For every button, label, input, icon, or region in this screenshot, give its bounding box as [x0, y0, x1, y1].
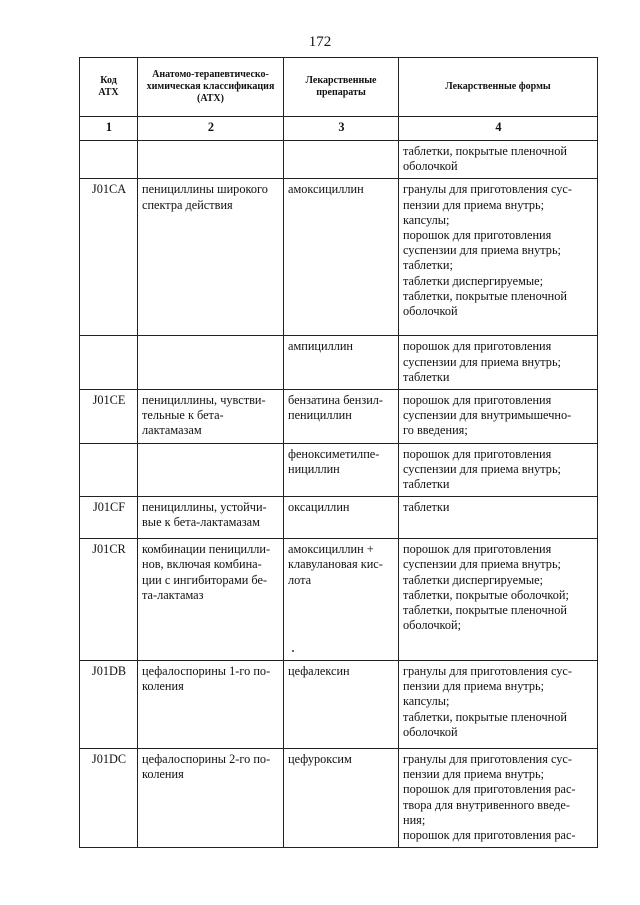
- header-classification: [138, 58, 284, 117]
- text-line: гранулы для приготовления сус-: [403, 664, 572, 679]
- text-line: лота: [288, 572, 312, 587]
- table-row: [80, 336, 598, 390]
- text-line: гранулы для приготовления сус-: [403, 752, 572, 767]
- text-line: феноксиметилпе-: [288, 446, 380, 461]
- classification-cell: [138, 661, 284, 749]
- drug-cell: [284, 749, 399, 848]
- text-line: таблетки, покрытые пленочной: [403, 144, 567, 158]
- text-line: тельные к бета-: [142, 408, 224, 423]
- text-line: пензии для приема внутрь;: [403, 197, 545, 212]
- classification-cell: [138, 539, 284, 661]
- text-line: твора для внутривенного введе-: [403, 797, 570, 812]
- text-line: бензатина бензил-: [288, 393, 384, 408]
- text-line: амоксициллин +: [288, 542, 374, 557]
- table-row: [80, 749, 598, 848]
- text-line: коления: [142, 679, 184, 694]
- text-line: суспензии для внутримышечно-: [403, 408, 572, 423]
- text-line: таблетки: [403, 477, 450, 492]
- text-line: АТХ: [98, 87, 119, 98]
- header-forms: [399, 58, 598, 117]
- classification-cell: [138, 141, 284, 179]
- text-line: гранулы для приготовления сус-: [403, 182, 572, 197]
- text-line: таблетки: [403, 369, 450, 384]
- text-line: оболочкой: [403, 304, 458, 319]
- table-row: [80, 141, 598, 179]
- forms-cell: [399, 539, 598, 661]
- atx-code: J01CF: [80, 497, 138, 539]
- text-line: цефалоспорины 1-го по-: [142, 664, 271, 679]
- text-line: (АТХ): [197, 93, 224, 104]
- table-row: [80, 443, 598, 497]
- column-number-row: [80, 117, 598, 141]
- text-line: порошок для приготовления рас-: [403, 782, 576, 797]
- text-line: препараты: [316, 87, 366, 98]
- column-number: 4: [399, 117, 598, 141]
- text-line: таблетки, покрытые пленочной: [403, 288, 567, 303]
- classification-cell: [138, 443, 284, 497]
- text-line: Лекарственные: [305, 75, 377, 86]
- column-number: 1: [80, 117, 138, 141]
- drug-cell: [284, 336, 399, 390]
- drug-cell: [284, 539, 399, 661]
- text-line: порошок для приготовления: [403, 393, 552, 408]
- forms-cell: [399, 443, 598, 497]
- text-line: таблетки диспергируемые;: [403, 572, 543, 587]
- text-line: порошок для приготовления: [403, 542, 552, 557]
- drug-lines: [288, 542, 395, 588]
- text-line: оксациллин: [288, 500, 350, 515]
- text-line: го введения;: [403, 423, 468, 438]
- text-line: капсулы;: [403, 694, 450, 709]
- text-line: порошок для приготовления рас-: [403, 828, 576, 843]
- table-row: [80, 539, 598, 661]
- text-line: пенициллины широкого: [142, 182, 268, 197]
- text-line: комбинации пеницилли-: [142, 542, 271, 557]
- text-line: порошок для приготовления: [403, 228, 552, 243]
- text-line: оболочкой;: [403, 618, 462, 633]
- text-line: химическая классификация: [146, 81, 275, 92]
- header-drugs: [284, 58, 399, 117]
- text-line: вые к бета-лактамазам: [142, 515, 260, 530]
- column-number: 2: [138, 117, 284, 141]
- text-line: суспензии для приема внутрь;: [403, 243, 561, 258]
- text-line: нов, включая комбина-: [142, 557, 262, 572]
- classification-cell: [138, 749, 284, 848]
- atx-code: [80, 141, 138, 179]
- atx-code: J01CR: [80, 539, 138, 661]
- page-number: 172: [308, 34, 332, 50]
- drug-cell: [284, 661, 399, 749]
- text-line: таблетки;: [403, 258, 453, 273]
- atx-code: J01CA: [80, 179, 138, 336]
- text-line: цефуроксим: [288, 752, 352, 767]
- text-line: таблетки: [403, 500, 450, 515]
- text-line: ампициллин: [288, 339, 353, 354]
- table-row: [80, 179, 598, 336]
- text-line: пензии для приема внутрь;: [403, 767, 545, 782]
- table-row: [80, 390, 598, 444]
- text-line: Анатомо-терапевтическо-: [152, 69, 269, 80]
- atx-code: J01DC: [80, 749, 138, 848]
- text-line: пенициллины, чувстви-: [142, 393, 266, 408]
- forms-cell: [399, 497, 598, 539]
- forms-cell: [399, 661, 598, 749]
- text-line: клавулановая кис-: [288, 557, 383, 572]
- atx-code: [80, 336, 138, 390]
- atx-code: [80, 443, 138, 497]
- text-line: суспензии для приема внутрь;: [403, 557, 561, 572]
- text-line: Лекарственные формы: [445, 81, 551, 92]
- text-line: таблетки, покрытые пленочной: [403, 709, 567, 724]
- text-line: суспензии для приема внутрь;: [403, 354, 561, 369]
- text-line: Код: [100, 75, 117, 86]
- header-row: [80, 58, 598, 117]
- text-line: таблетки, покрытые пленочной: [403, 603, 567, 618]
- classification-cell: [138, 179, 284, 336]
- forms-cell: [399, 179, 598, 336]
- atx-table: [79, 57, 598, 848]
- atx-code: J01CE: [80, 390, 138, 444]
- classification-cell: [138, 336, 284, 390]
- text-line: оболочкой: [403, 159, 458, 174]
- text-line: цефалексин: [288, 664, 350, 679]
- table-row: [80, 497, 598, 539]
- table-row: [80, 661, 598, 749]
- text-line: таблетки, покрытые оболочкой;: [403, 587, 569, 602]
- text-line: амоксициллин: [288, 182, 364, 197]
- text-line: цефалоспорины 2-го по-: [142, 752, 271, 767]
- header-code: [80, 58, 138, 117]
- text-line: лактамазам: [142, 423, 202, 438]
- atx-code: J01DB: [80, 661, 138, 749]
- classification-cell: [138, 390, 284, 444]
- forms-cell: [399, 141, 598, 179]
- forms-cell: [399, 336, 598, 390]
- text-line: ции с ингибиторами бе-: [142, 572, 268, 587]
- classification-cell: [138, 497, 284, 539]
- drug-cell: [284, 179, 399, 336]
- drug-cell: [284, 443, 399, 497]
- text-line: нициллин: [288, 461, 340, 476]
- text-line: пенициллины, устойчи-: [142, 500, 267, 515]
- text-line: порошок для приготовления: [403, 339, 552, 354]
- column-number: 3: [284, 117, 399, 141]
- drug-cell: [284, 390, 399, 444]
- text-line: порошок для приготовления: [403, 446, 552, 461]
- text-line: таблетки диспергируемые;: [403, 273, 543, 288]
- drug-cell: [284, 141, 399, 179]
- text-line: суспензии для приема внутрь;: [403, 461, 561, 476]
- text-line: коления: [142, 767, 184, 782]
- scan-speck: [292, 650, 294, 652]
- drug-cell: [284, 497, 399, 539]
- forms-cell: [399, 749, 598, 848]
- text-line: капсулы;: [403, 212, 450, 227]
- text-line: оболочкой: [403, 724, 458, 739]
- text-line: спектра действия: [142, 197, 233, 212]
- text-line: пензии для приема внутрь;: [403, 679, 545, 694]
- text-line: ния;: [403, 812, 426, 827]
- text-line: пенициллин: [288, 408, 352, 423]
- text-line: та-лактамаз: [142, 587, 204, 602]
- forms-cell: [399, 390, 598, 444]
